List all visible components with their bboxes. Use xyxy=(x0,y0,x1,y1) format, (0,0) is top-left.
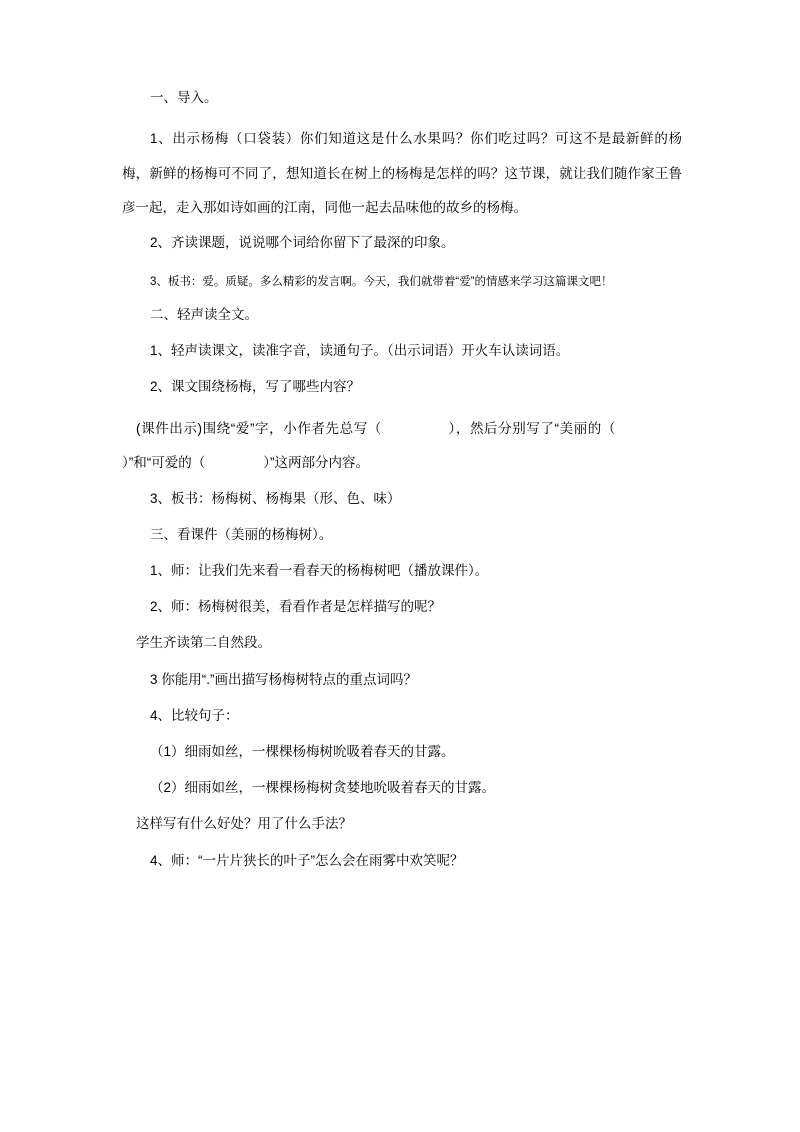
paragraph-compare-question: 这样写有什么好处？用了什么手法？ xyxy=(136,816,352,832)
paragraph-compare-sentence-2: （2）细雨如丝，一棵棵杨梅树贪婪地吮吸着春天的甘露。 xyxy=(150,780,496,796)
fill-text-segment-2: ），然后分别写了“美丽的（ xyxy=(447,420,616,436)
paragraph-read-item-2: 2、课文围绕杨梅，写了哪些内容？ xyxy=(150,379,361,395)
fill-text-segment-1: (课件出示)围绕“爱”字，小作者先总写（ xyxy=(136,420,382,436)
paragraph-intro-item-2: 2、齐读课题，说说哪个词给你留下了最深的印象。 xyxy=(150,235,455,251)
paragraph-compare-sentence-1: （1）细雨如丝，一棵棵杨梅树吮吸着春天的甘露。 xyxy=(150,744,455,760)
paragraph-view-item-3: 3 你能用“.”画出描写杨梅树特点的重点词吗？ xyxy=(150,671,418,687)
paragraph-read-item-3: 3、板书：杨梅树、杨梅果（形、色、味） xyxy=(150,490,401,506)
paragraph-view-item-1: 1、师：让我们先来看一看春天的杨梅树吧（播放课件）。 xyxy=(150,562,489,578)
paragraph-fill-in-blank xyxy=(122,412,682,481)
paragraph-view-item-2: 2、师：杨梅树很美，看看作者是怎样描写的呢？ xyxy=(150,599,442,615)
paragraph-read-item-1: 1、轻声读课文，读准字音，读通句子。（出示词语）开火车认读词语。 xyxy=(150,343,570,359)
paragraph-intro-item-1: 1、出示杨梅（口袋装）你们知道这是什么水果吗？你们吃过吗？可这不是最新鲜的杨梅，新鲜的杨梅可不同了，想知道长在树上的杨梅是怎样的吗？这节课，就让我们随作家王鲁彦一起，走入那如诗如画的江南，同他一起去品味他的故乡的杨梅。 xyxy=(122,131,682,216)
paragraph-view-item-5: 4、师：“一片片狭长的叶子”怎么会在雨雾中欢笑呢？ xyxy=(150,852,464,868)
paragraph-heading-3: 三、看课件（美丽的杨梅树）。 xyxy=(150,526,333,542)
fill-text-segment-5: ）”这两部分内容。 xyxy=(263,455,369,471)
paragraph-view-item-4: 4、比较句子： xyxy=(150,707,239,723)
paragraph-heading-2: 二、轻声读全文。 xyxy=(150,307,258,323)
fill-text-segment-3: ）” xyxy=(122,455,134,471)
paragraph-heading-1: 一、导入。 xyxy=(150,90,218,105)
fill-text-segment-4: 和“可爱的（ xyxy=(133,455,206,471)
paragraph-students-read: 学生齐读第二自然段。 xyxy=(136,635,271,651)
paragraph-intro-item-3: 3、板书：爱。质疑。多么精彩的发言啊。今天，我们就带着“爱”的情感来学习这篇课文吧！ xyxy=(150,275,613,288)
document-body xyxy=(122,86,682,872)
